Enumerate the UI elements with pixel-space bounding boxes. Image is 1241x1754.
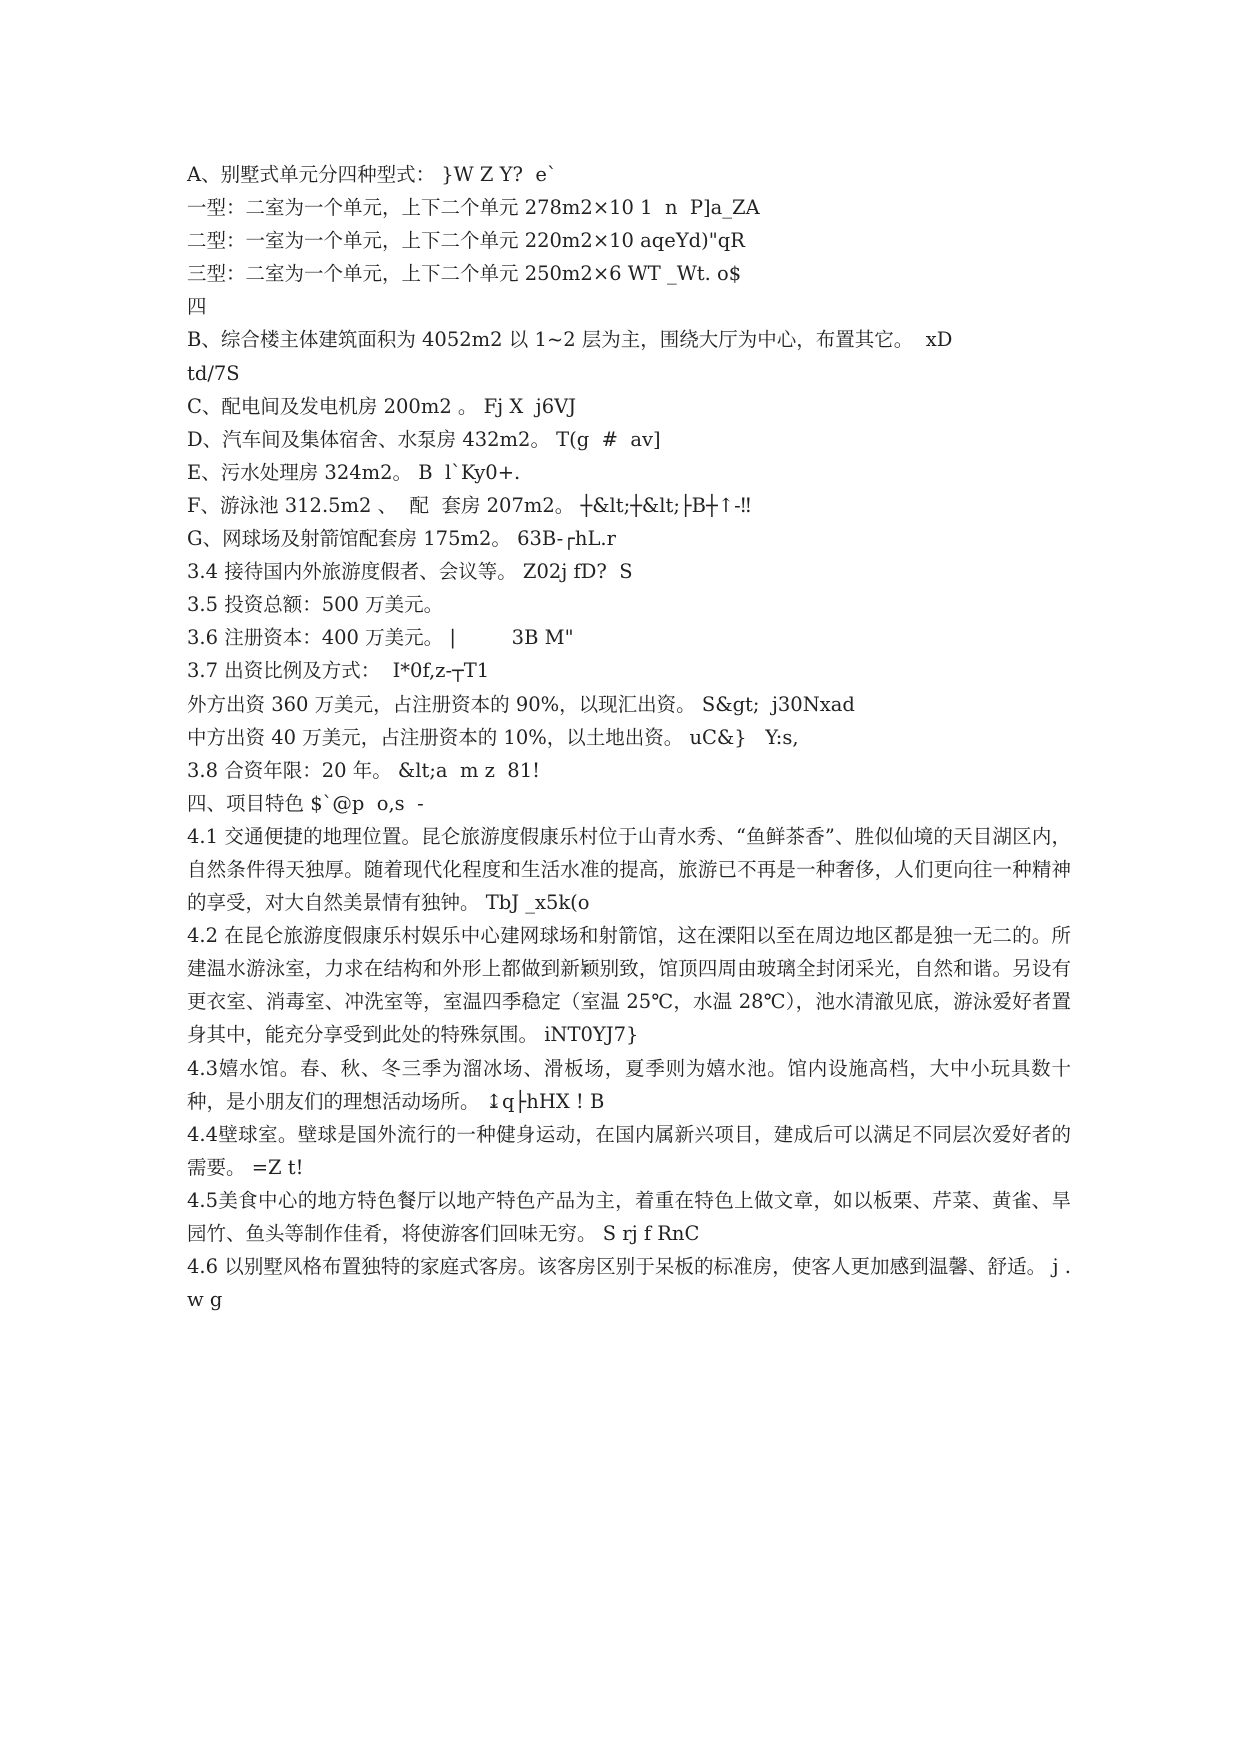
- document-body: [187, 158, 1071, 1316]
- paragraph-4-5: 4.5美食中心的地方特色餐厅以地产特色产品为主，着重在特色上做文章，如以板栗、芹菜、黄雀、旱园竹、鱼头等制作佳肴，将使游客们回味无穷。 S rj f RnC: [187, 1188, 1071, 1245]
- paragraph-4-3: 4.3嬉水馆。春、秋、冬三季为溜冰场、滑板场，夏季则为嬉水池。馆内设施高档，大中小玩具数十种，是小朋友们的理想活动场所。 ↨q├hHX ! B: [187, 1056, 1071, 1113]
- text-line: 3.6 注册资本：400 万美元。 | 3B M": [187, 626, 574, 650]
- text-line: E、污水处理房 324m2。 B l`Ky0+.: [187, 460, 521, 484]
- section-heading: 四、项目特色 $`@p o,s -: [187, 791, 424, 815]
- text-line: 三型：二室为一个单元，上下二个单元 250m2×6 WT _Wt. o$: [187, 262, 742, 286]
- paragraph-4-1: 4.1 交通便捷的地理位置。昆仑旅游度假康乐村位于山青水秀、“鱼鲜茶香”、胜似仙境的天目湖区内，自然条件得天独厚。随着现代化程度和生活水准的提高，旅游已不再是一种奢侈，人们更向往一种精神的享受，对大自然美景情有独钟。 TbJ _x5k(o: [187, 824, 1071, 915]
- text-line: 3.5 投资总额：500 万美元。: [187, 593, 444, 617]
- text-line: D、汽车间及集体宿舍、水泵房 432m2。 T(g # av]: [187, 427, 661, 451]
- text-line: 3.4 接待国内外旅游度假者、会议等。 Z02j fD? S: [187, 560, 633, 584]
- text-line: 3.8 合资年限：20 年。 &lt;a m z 81!: [187, 758, 540, 782]
- text-line: 外方出资 360 万美元，占注册资本的 90%，以现汇出资。 S&gt; j30Nxad: [187, 692, 855, 716]
- text-line: 二型：一室为一个单元，上下二个单元 220m2×10 aqeYd)"qR: [187, 229, 745, 253]
- text-line: B、综合楼主体建筑面积为 4052m2 以 1~2 层为主，围绕大厅为中心，布置其它。 xD: [187, 328, 953, 352]
- text-line: 四: [187, 295, 207, 319]
- text-line: A、别墅式单元分四种型式： }W Z Y? e`: [187, 163, 557, 186]
- text-line: 一型：二室为一个单元，上下二个单元 278m2×10 1 n P]a_ZA: [187, 196, 760, 220]
- text-line: 3.7 出资比例及方式： I*0f,z-┬T1: [187, 659, 490, 683]
- paragraph-4-2: 4.2 在昆仑旅游度假康乐村娱乐中心建网球场和射箭馆，这在溧阳以至在周边地区都是独一无二的。所建温水游泳室，力求在结构和外形上都做到新颖别致，馆顶四周由玻璃全封闭采光，自然和谐。另设有更衣室、消毒室、冲洗室等，室温四季稳定（室温 25℃，水温 28℃），池水清澈见底，游泳爱好者置身其中，能充分享受到此处的特殊氛围。 iNT0YJ7}: [187, 924, 1071, 1047]
- text-line: G、网球场及射箭馆配套房 175m2。 63B-┌hL.r: [187, 527, 616, 551]
- paragraph-4-6: 4.6 以别墅风格布置独特的家庭式客房。该客房区别于呆板的标准房，使客人更加感到温馨、舒适。 j . w g: [187, 1255, 1071, 1312]
- paragraph-4-4: 4.4壁球室。壁球是国外流行的一种健身运动，在国内属新兴项目，建成后可以满足不同层次爱好者的需要。 =Z t!: [187, 1122, 1071, 1179]
- text-line: F、游泳池 312.5m2 、 配 套房 207m2。 ┼&lt;┼&lt;├B┼↑-‼: [187, 493, 751, 517]
- text-line: td/7S: [187, 361, 240, 385]
- text-line: 中方出资 40 万美元，占注册资本的 10%，以土地出资。 uC&} Y:s,: [187, 725, 799, 749]
- text-line: C、配电间及发电机房 200m2 。 Fj X j6VJ: [187, 394, 577, 418]
